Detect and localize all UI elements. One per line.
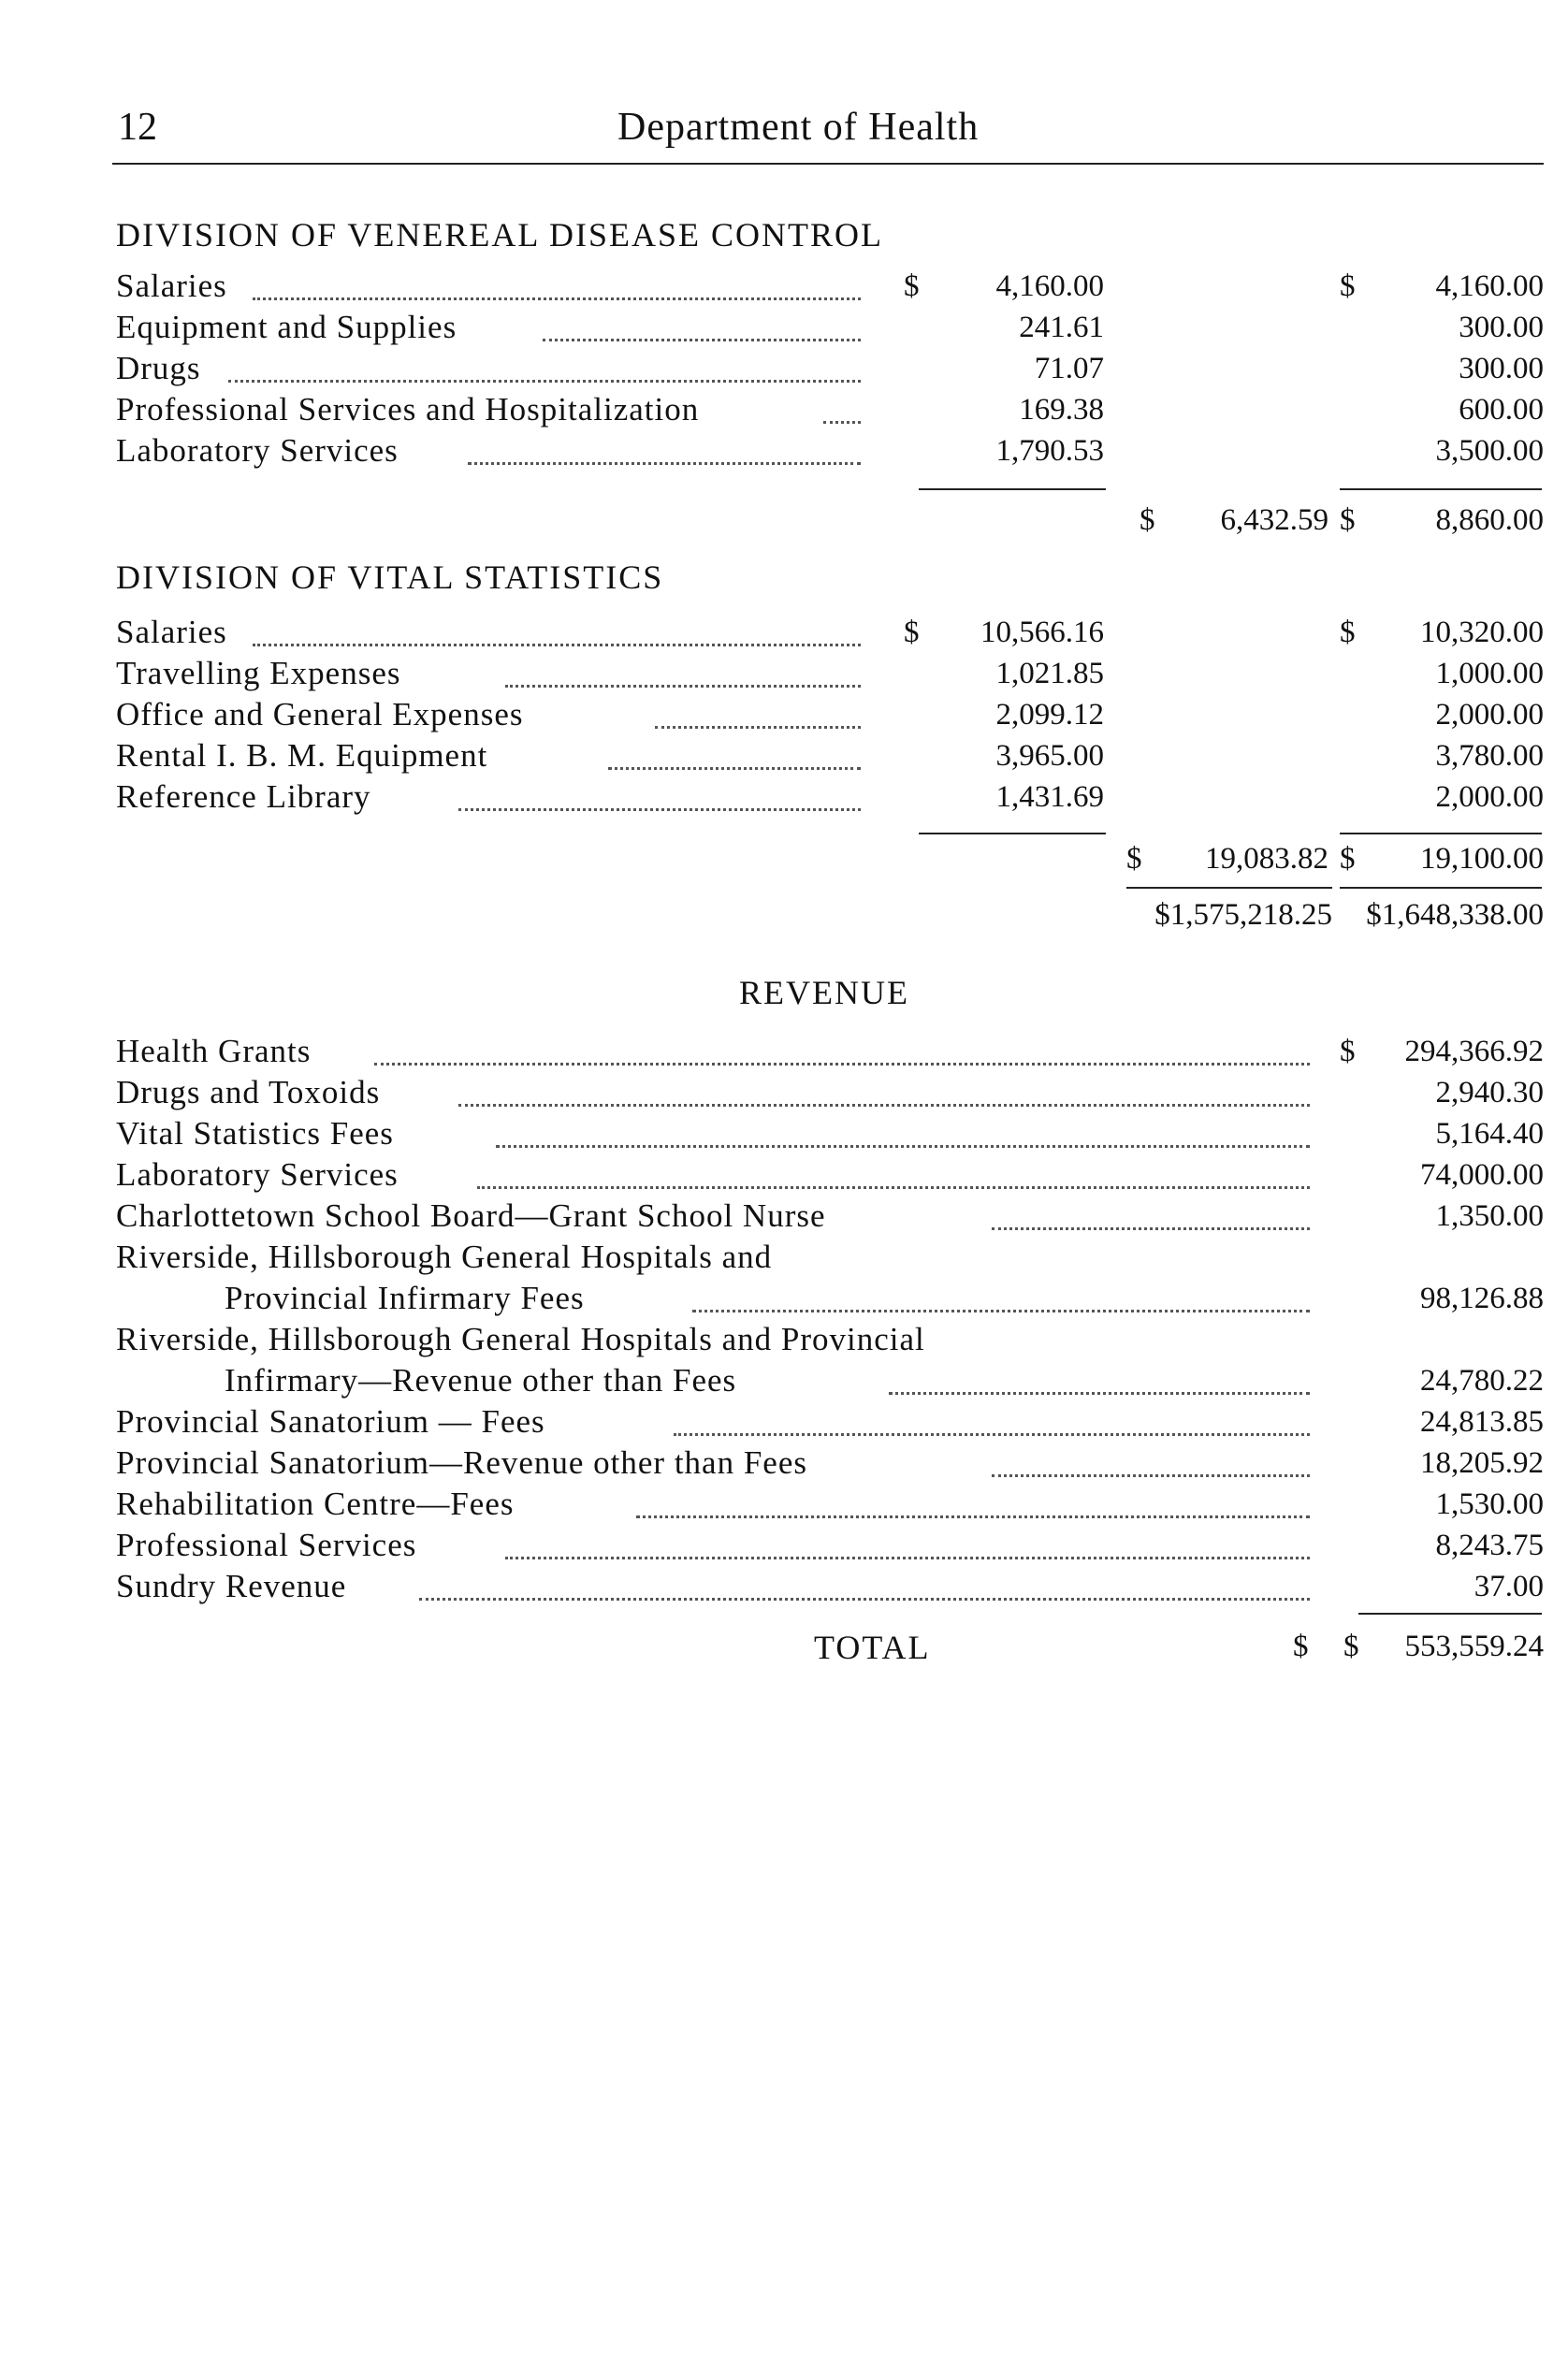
section-title-revenue: REVENUE xyxy=(739,974,909,1011)
revenue-total: 553,559.24 xyxy=(1404,1630,1544,1663)
vs-estimate-sign: $ xyxy=(1340,616,1356,649)
page-number: 12 xyxy=(118,106,157,149)
subtotal-rule xyxy=(1340,488,1542,490)
vs-actual-amount: 1,431.69 xyxy=(995,780,1104,814)
page-title: Department of Health xyxy=(617,106,980,149)
vd-estimate-amount: 600.00 xyxy=(1459,393,1544,427)
leader-dots xyxy=(655,726,861,729)
revenue-amount: 8,243.75 xyxy=(1435,1529,1544,1562)
revenue-total-sign: $ xyxy=(1293,1630,1309,1663)
leader-dots xyxy=(419,1598,1310,1601)
revenue-row-label: Vital Statistics Fees xyxy=(116,1115,394,1152)
revenue-amount: 98,126.88 xyxy=(1420,1282,1544,1315)
vd-actual-amount: 71.07 xyxy=(1034,352,1104,385)
leader-dots xyxy=(992,1474,1310,1477)
revenue-amount: 1,530.00 xyxy=(1435,1487,1544,1521)
revenue-row-label-continued: Infirmary—Revenue other than Fees xyxy=(225,1362,737,1399)
subtotal-rule xyxy=(1340,833,1542,834)
grand-total-estimate: $1,648,338.00 xyxy=(1366,898,1544,932)
leader-dots xyxy=(543,339,861,341)
vd-estimate-total: 8,860.00 xyxy=(1435,503,1544,537)
revenue-row-label: Laboratory Services xyxy=(116,1156,399,1193)
leader-dots xyxy=(374,1063,1310,1066)
revenue-row-label: Sundry Revenue xyxy=(116,1568,347,1604)
vs-row-label: Salaries xyxy=(116,614,227,650)
vs-estimate-amount: 2,000.00 xyxy=(1435,780,1544,814)
subtotal-rule xyxy=(919,488,1106,490)
revenue-row-label: Riverside, Hillsborough General Hospitals and Provincial xyxy=(116,1321,925,1357)
vs-total: 19,083.82 xyxy=(1205,842,1328,876)
leader-dots xyxy=(692,1310,1310,1312)
vd-actual-amount: 1,790.53 xyxy=(995,434,1104,468)
subtotal-rule xyxy=(919,833,1106,834)
section-title-vital-statistics: DIVISION OF VITAL STATISTICS xyxy=(116,558,664,596)
grand-total-rule xyxy=(1340,887,1542,889)
vs-estimate-total: 19,100.00 xyxy=(1420,842,1544,876)
revenue-currency-sign: $ xyxy=(1340,1035,1356,1068)
vd-total-sign: $ xyxy=(1140,503,1155,537)
revenue-amount: 24,813.85 xyxy=(1420,1405,1544,1439)
leader-dots xyxy=(889,1392,1310,1395)
revenue-row-label: Professional Services xyxy=(116,1527,417,1563)
leader-dots xyxy=(823,421,861,424)
leader-dots xyxy=(458,808,861,811)
vs-actual-amount: 10,566.16 xyxy=(980,616,1104,649)
leader-dots xyxy=(505,685,861,688)
vd-estimate-amount: 300.00 xyxy=(1459,352,1544,385)
leader-dots xyxy=(992,1227,1310,1230)
vd-row-label: Salaries xyxy=(116,268,227,304)
vd-actual-amount: 169.38 xyxy=(1019,393,1104,427)
leader-dots xyxy=(636,1515,1310,1518)
grand-total-rule xyxy=(1126,887,1332,889)
vd-estimate-amount: 4,160.00 xyxy=(1435,269,1544,303)
revenue-row-label: Provincial Sanatorium—Revenue other than Fees xyxy=(116,1444,808,1481)
revenue-amount: 18,205.92 xyxy=(1420,1446,1544,1480)
vs-currency-sign: $ xyxy=(904,616,920,649)
revenue-amount: 37.00 xyxy=(1474,1570,1544,1603)
revenue-row-label: Provincial Sanatorium — Fees xyxy=(116,1403,545,1440)
vs-total-sign: $ xyxy=(1126,842,1142,876)
header-divider xyxy=(112,163,1544,165)
section-title-venereal-disease: DIVISION OF VENEREAL DISEASE CONTROL xyxy=(116,216,883,254)
total-rule xyxy=(1358,1613,1542,1615)
vd-estimate-amount: 300.00 xyxy=(1459,311,1544,344)
vd-actual-amount: 241.61 xyxy=(1019,311,1104,344)
vd-estimate-sign: $ xyxy=(1340,269,1356,303)
vs-actual-amount: 3,965.00 xyxy=(995,739,1104,773)
vd-row-label: Drugs xyxy=(116,350,201,386)
vs-estimate-amount: 10,320.00 xyxy=(1420,616,1544,649)
vs-estimate-amount: 1,000.00 xyxy=(1435,657,1544,690)
revenue-row-label: Riverside, Hillsborough General Hospitals and xyxy=(116,1239,773,1275)
revenue-amount: 74,000.00 xyxy=(1420,1158,1544,1192)
vd-estimate-total-sign: $ xyxy=(1340,503,1356,537)
vs-estimate-total-sign: $ xyxy=(1340,842,1356,876)
revenue-amount: 2,940.30 xyxy=(1435,1076,1544,1109)
vs-estimate-amount: 2,000.00 xyxy=(1435,698,1544,732)
leader-dots xyxy=(228,380,861,383)
revenue-row-label-continued: Provincial Infirmary Fees xyxy=(225,1280,585,1316)
leader-dots xyxy=(608,767,861,770)
leader-dots xyxy=(468,462,861,465)
vd-row-label: Professional Services and Hospitalization xyxy=(116,391,700,428)
revenue-row-label: Health Grants xyxy=(116,1033,312,1069)
vs-actual-amount: 2,099.12 xyxy=(995,698,1104,732)
vd-actual-amount: 4,160.00 xyxy=(995,269,1104,303)
leader-dots xyxy=(505,1557,1310,1559)
leader-dots xyxy=(458,1104,1310,1107)
vd-row-label: Equipment and Supplies xyxy=(116,309,457,345)
leader-dots xyxy=(477,1186,1310,1189)
vs-row-label: Office and General Expenses xyxy=(116,696,524,732)
revenue-total-sign: $ xyxy=(1343,1630,1359,1663)
vs-row-label: Rental I. B. M. Equipment xyxy=(116,737,488,774)
revenue-amount: 5,164.40 xyxy=(1435,1117,1544,1151)
vd-row-label: Laboratory Services xyxy=(116,432,399,469)
vs-estimate-amount: 3,780.00 xyxy=(1435,739,1544,773)
grand-total-actual: $1,575,218.25 xyxy=(1154,898,1332,932)
vs-row-label: Reference Library xyxy=(116,778,371,815)
revenue-amount: 1,350.00 xyxy=(1435,1199,1544,1233)
vd-total: 6,432.59 xyxy=(1220,503,1328,537)
revenue-amount: 24,780.22 xyxy=(1420,1364,1544,1398)
revenue-amount: 294,366.92 xyxy=(1404,1035,1544,1068)
leader-dots xyxy=(674,1433,1310,1436)
leader-dots xyxy=(496,1145,1310,1148)
leader-dots xyxy=(253,644,861,646)
revenue-row-label: Rehabilitation Centre—Fees xyxy=(116,1486,515,1522)
vs-actual-amount: 1,021.85 xyxy=(995,657,1104,690)
vd-currency-sign: $ xyxy=(904,269,920,303)
vd-estimate-amount: 3,500.00 xyxy=(1435,434,1544,468)
revenue-row-label: Charlottetown School Board—Grant School Nurse xyxy=(116,1197,826,1234)
revenue-row-label: Drugs and Toxoids xyxy=(116,1074,381,1110)
revenue-total-label: TOTAL xyxy=(814,1629,931,1666)
leader-dots xyxy=(253,297,861,300)
vs-row-label: Travelling Expenses xyxy=(116,655,401,691)
